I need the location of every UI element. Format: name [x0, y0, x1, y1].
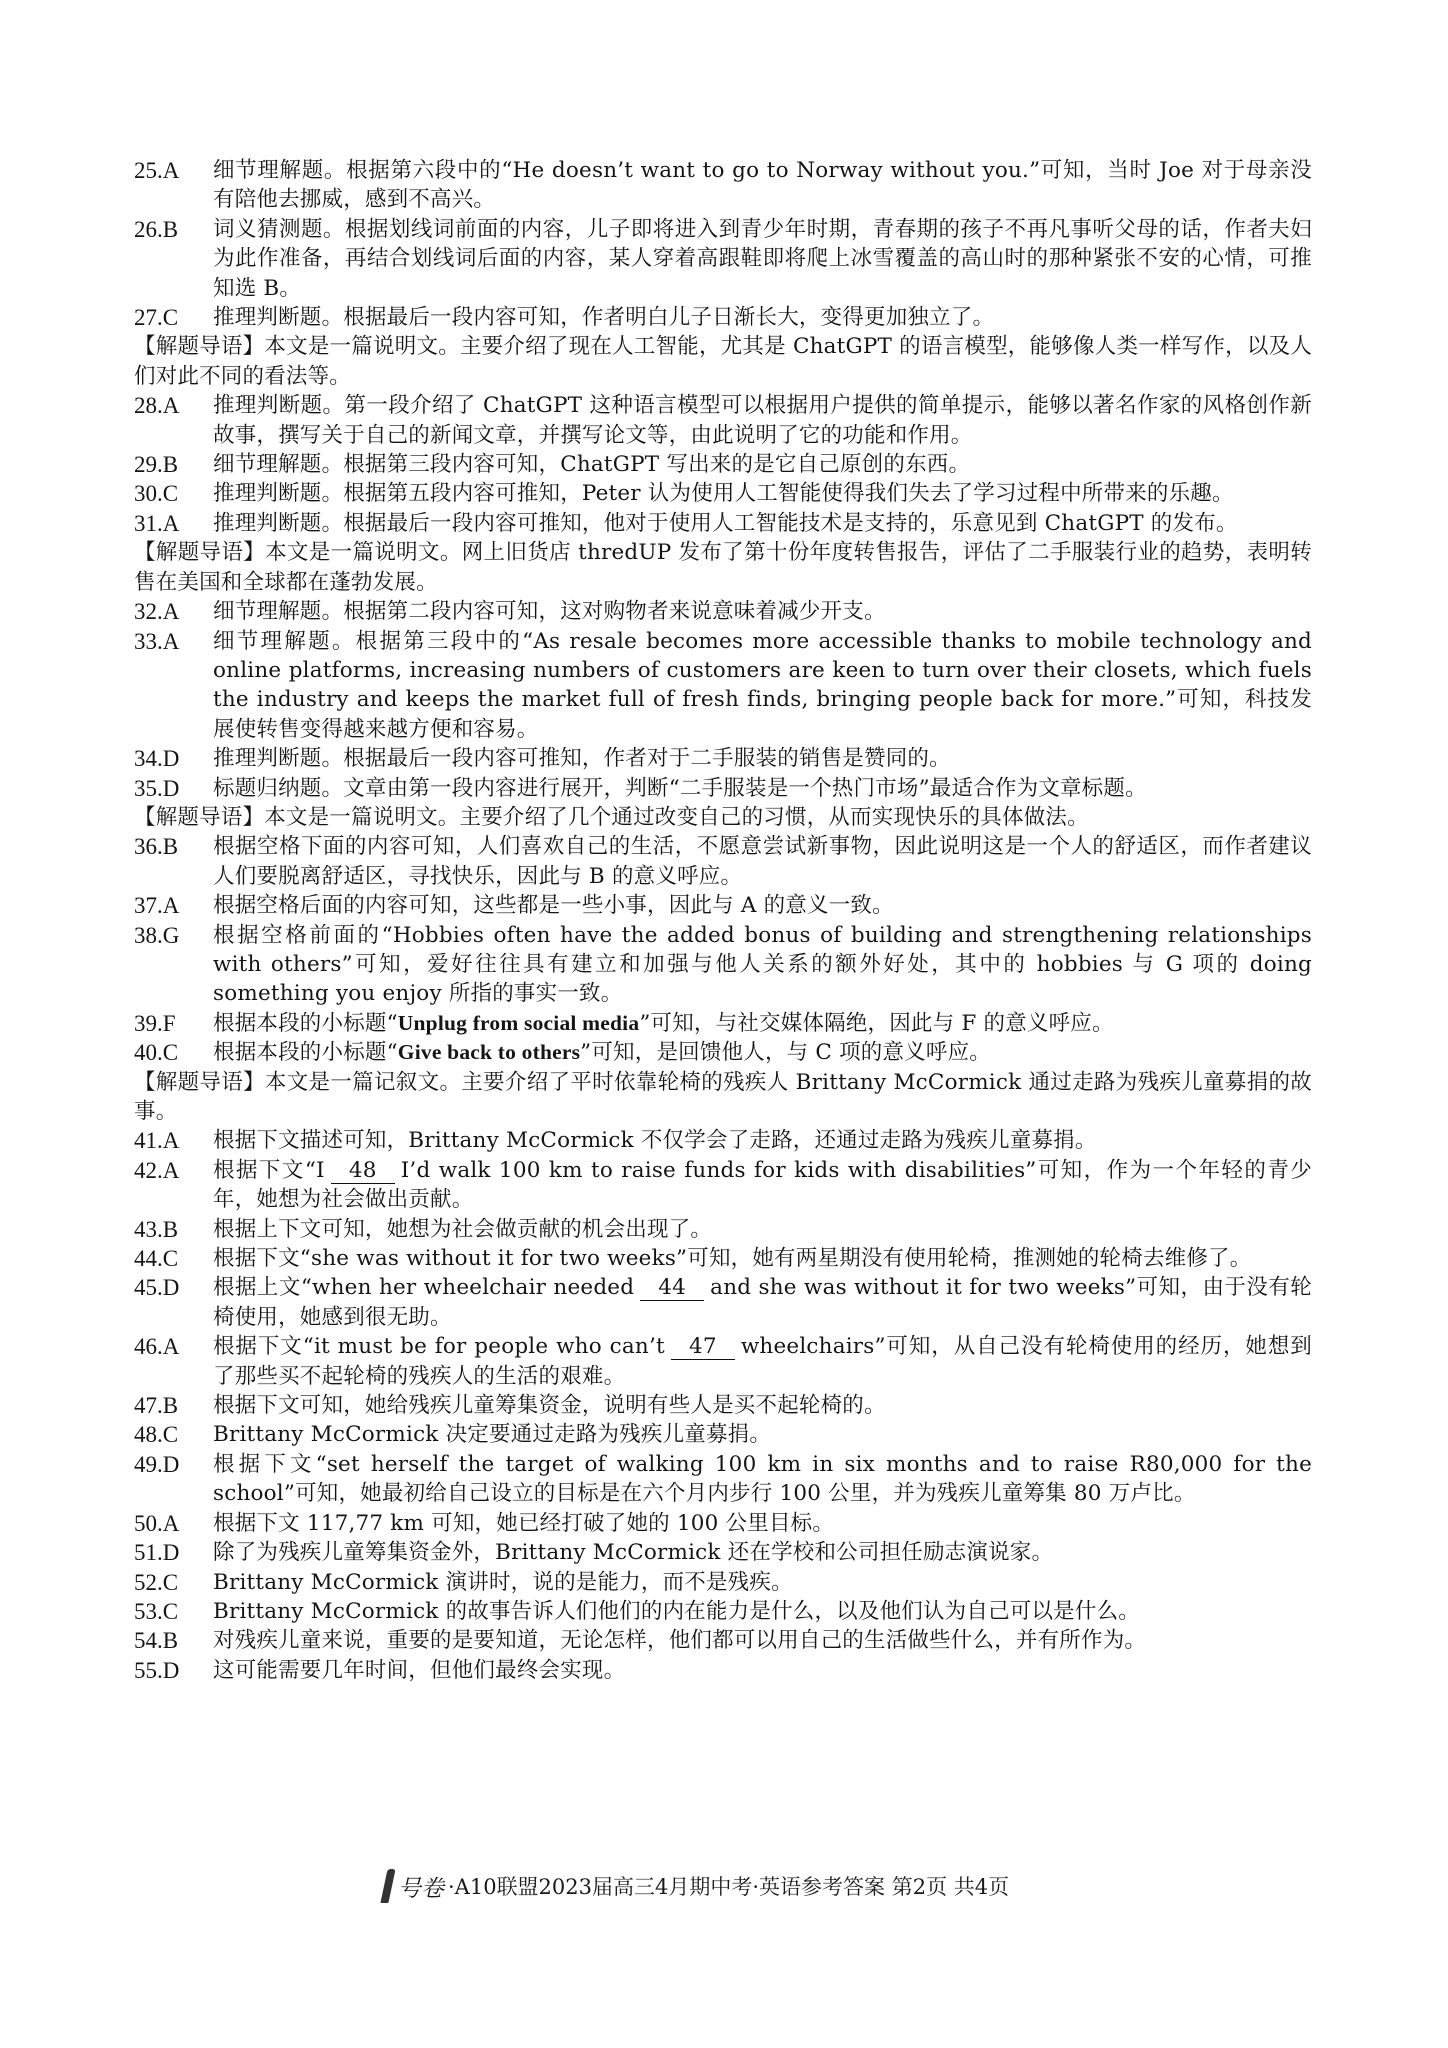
- answer-item: [134, 921, 1312, 1009]
- explanation-text: ”可知，是回馈他人，与 C 项的意义呼应。: [580, 1040, 991, 1066]
- answer-item: [134, 1420, 1312, 1449]
- answer-item: [134, 1273, 1312, 1332]
- answer-item: [134, 744, 1312, 773]
- answer-explanation: 细节理解题。根据第二段内容可知，这对购物者来说意味着减少开支。: [213, 599, 886, 625]
- answer-explanation: 根据下文 117,77 km 可知，她已经打破了她的 100 公里目标。: [213, 1510, 835, 1536]
- explanation-text: 根据本段的小标题“: [213, 1010, 398, 1036]
- explanation-text: ”可知，与社交媒体隔绝，因此与 F 的意义呼应。: [639, 1010, 1114, 1036]
- explanation-text: I’d walk 100 km to raise funds for kids with disabilities”可知，作为一个年轻的青少年，她想为社会做出贡献。: [213, 1157, 1312, 1213]
- answer-item: [134, 832, 1312, 891]
- answer-explanation: [213, 1156, 1312, 1215]
- answer-number: 40.C: [134, 1040, 179, 1066]
- answer-explanation: 对残疾儿童来说，重要的是要知道，无论怎样，他们都可以用自己的生活做些什么，并有所作为。: [213, 1628, 1147, 1654]
- subtitle-quote: Unplug from social media: [397, 1010, 640, 1035]
- answer-item: [134, 156, 1312, 215]
- answer-number: 43.B: [134, 1216, 179, 1242]
- answer-item: [134, 774, 1312, 803]
- answer-item: [134, 1215, 1312, 1244]
- answer-number: 32.A: [134, 599, 180, 625]
- explanation-text: 根据本段的小标题“: [213, 1040, 398, 1066]
- answer-number: 26.B: [134, 216, 179, 242]
- answer-item: [134, 1538, 1312, 1567]
- answer-number: 37.A: [134, 893, 180, 919]
- answer-number: 49.D: [134, 1451, 180, 1477]
- answer-number: 51.D: [134, 1540, 180, 1566]
- answer-number: 47.B: [134, 1393, 179, 1419]
- answer-item: [134, 597, 1312, 626]
- answer-item: [134, 1391, 1312, 1420]
- answer-explanation: [213, 1332, 1312, 1391]
- blank-number: 47: [671, 1335, 735, 1360]
- answer-number: 54.B: [134, 1628, 179, 1654]
- answer-item: [134, 215, 1312, 303]
- answer-explanation: Brittany McCormick 演讲时，说的是能力，而不是残疾。: [213, 1569, 793, 1595]
- answer-item: [134, 891, 1312, 920]
- answer-item: [134, 1244, 1312, 1273]
- answer-number: 45.D: [134, 1275, 180, 1301]
- answer-number: 48.C: [134, 1422, 179, 1448]
- footer-text: ·A10联盟2023届高三4月期中考·英语参考答案 第2页 共4页: [448, 1875, 1010, 1899]
- explanation-text: 根据上文“when her wheelchair needed: [213, 1275, 635, 1301]
- answer-number: 53.C: [134, 1598, 179, 1624]
- answer-number: 39.F: [134, 1010, 176, 1036]
- answer-number: 44.C: [134, 1246, 179, 1272]
- answer-number: 55.D: [134, 1657, 180, 1683]
- answer-number: 36.B: [134, 834, 179, 860]
- blank-number: 48: [331, 1159, 395, 1184]
- answer-key-body: [134, 156, 1312, 1685]
- answer-explanation: 细节理解题。根据第三段中的“As resale becomes more accessible thanks to mobile technology and online platforms, increasing numbers of customers are keen to turn over their closets, which fuels the industry and keeps the market full of fresh finds, bringing people back for more.”可知，科技发展使转售变得越来越方便和容易。: [213, 628, 1312, 742]
- answer-explanation: 细节理解题。根据第六段中的“He doesn’t want to go to Norway without you.”可知，当时 Joe 对于母亲没有陪他去挪威，感到不高兴。: [213, 158, 1312, 213]
- answer-number: 38.G: [134, 922, 180, 948]
- answer-explanation: 根据空格后面的内容可知，这些都是一些小事，因此与 A 的意义一致。: [213, 893, 894, 919]
- passage-guide: 【解题导语】本文是一篇说明文。网上旧货店 thredUP 发布了第十份年度转售报告，评估了二手服装行业的趋势，表明转售在美国和全球都在蓬勃发展。: [134, 540, 1312, 595]
- answer-explanation: 词义猜测题。根据划线词前面的内容，儿子即将进入到青少年时期，青春期的孩子不再凡事听父母的话，作者夫妇为此作准备，再结合划线词后面的内容，某人穿着高跟鞋即将爬上冰雪覆盖的高山时的那种紧张不安的心情，可推知选 B。: [213, 216, 1312, 301]
- answer-number: 42.A: [134, 1157, 180, 1183]
- answer-number: 41.A: [134, 1128, 180, 1154]
- blank-number: 44: [640, 1276, 704, 1301]
- brand-logo-icon: [380, 1869, 395, 1903]
- answer-number: 52.C: [134, 1569, 179, 1595]
- answer-number: 50.A: [134, 1510, 180, 1536]
- answer-explanation: 根据下文可知，她给残疾儿童筹集资金，说明有些人是买不起轮椅的。: [213, 1393, 886, 1419]
- answer-item: [134, 1626, 1312, 1655]
- answer-explanation: 推理判断题。第一段介绍了 ChatGPT 这种语言模型可以根据用户提供的简单提示，能够以著名作家的风格创作新故事，撰写关于自己的新闻文章，并撰写论文等，由此说明了它的功能和作用。: [213, 393, 1312, 448]
- answer-item: [134, 1038, 1312, 1067]
- passage-guide: 【解题导语】本文是一篇说明文。主要介绍了几个通过改变自己的习惯，从而实现快乐的具体做法。: [134, 804, 1089, 830]
- answer-explanation: Brittany McCormick 的故事告诉人们他们的内在能力是什么，以及他们认为自己可以是什么。: [213, 1598, 1140, 1624]
- answer-item: [134, 479, 1312, 508]
- answer-explanation: 推理判断题。根据最后一段内容可推知，他对于使用人工智能技术是支持的，乐意见到 ChatGPT 的发布。: [213, 510, 1238, 536]
- subtitle-quote: Give back to others: [397, 1040, 581, 1065]
- answer-number: 28.A: [134, 393, 180, 419]
- answer-explanation: [213, 1273, 1312, 1332]
- answer-explanation: [213, 1038, 1312, 1067]
- answer-number: 33.A: [134, 628, 180, 654]
- answer-number: 35.D: [134, 775, 180, 801]
- passage-guide: 【解题导语】本文是一篇说明文。主要介绍了现在人工智能，尤其是 ChatGPT 的语言模型，能够像人类一样写作，以及人们对此不同的看法等。: [134, 334, 1312, 389]
- answer-explanation: 根据上下文可知，她想为社会做贡献的机会出现了。: [213, 1216, 713, 1242]
- answer-explanation: 除了为残疾儿童筹集资金外，Brittany McCormick 还在学校和公司担任励志演说家。: [213, 1540, 1054, 1566]
- answer-number: 25.A: [134, 158, 180, 183]
- answer-explanation: Brittany McCormick 决定要通过走路为残疾儿童募捐。: [213, 1422, 772, 1448]
- answer-item: [134, 1597, 1312, 1626]
- answer-explanation: 推理判断题。根据最后一段内容可推知，作者对于二手服装的销售是赞同的。: [213, 746, 951, 772]
- answer-item: [134, 509, 1312, 538]
- answer-item: [134, 1332, 1312, 1391]
- answer-item: [134, 1126, 1312, 1155]
- answer-explanation: 根据空格前面的“Hobbies often have the added bonus of building and strengthening relationships with others”可知，爱好往往具有建立和加强与他人关系的额外好处，其中的 hobbies 与 G 项的 doing something you enjoy 所指的事实一致。: [213, 922, 1312, 1007]
- answer-explanation: 根据下文描述可知，Brittany McCormick 不仅学会了走路，还通过走路为残疾儿童募捐。: [213, 1128, 1097, 1154]
- answer-item: [134, 391, 1312, 450]
- explanation-text: 根据下文“it must be for people who can’t: [213, 1334, 665, 1360]
- answer-item: [134, 1156, 1312, 1215]
- answer-explanation: 这可能需要几年时间，但他们最终会实现。: [213, 1657, 626, 1683]
- answer-number: 29.B: [134, 452, 179, 478]
- answer-explanation: 推理判断题。根据第五段内容可推知，Peter 认为使用人工智能使得我们失去了学习过程中所带来的乐趣。: [213, 481, 1234, 507]
- answer-item: [134, 1656, 1312, 1685]
- footer-brand: 号卷: [398, 1875, 444, 1902]
- answer-number: 31.A: [134, 510, 180, 536]
- answer-explanation: 细节理解题。根据第三段内容可知，ChatGPT 写出来的是它自己原创的东西。: [213, 452, 971, 478]
- answer-item: [134, 1568, 1312, 1597]
- answer-number: 34.D: [134, 746, 180, 772]
- explanation-text: wheelchairs”可知，从自己没有轮椅使用的经历，她想到了那些买不起轮椅的残疾人的生活的艰难。: [213, 1334, 1312, 1389]
- answer-explanation: 推理判断题。根据最后一段内容可知，作者明白儿子日渐长大，变得更加独立了。: [213, 305, 995, 331]
- answer-explanation: 根据空格下面的内容可知，人们喜欢自己的生活，不愿意尝试新事物，因此说明这是一个人的舒适区，而作者建议人们要脱离舒适区，寻找快乐，因此与 B 的意义呼应。: [213, 834, 1312, 889]
- answer-number: 46.A: [134, 1334, 180, 1360]
- answer-item: [134, 627, 1312, 745]
- explanation-text: 根据下文“I: [213, 1157, 325, 1183]
- answer-item: [134, 450, 1312, 479]
- answer-item: [134, 303, 1312, 332]
- answer-explanation: [213, 1009, 1312, 1038]
- answer-item: [134, 1450, 1312, 1509]
- explanation-text: and she was without it for two weeks”可知，由于没有轮椅使用，她感到很无助。: [213, 1275, 1312, 1330]
- answer-explanation: 根据下文“she was without it for two weeks”可知，她有两星期没有使用轮椅，推测她的轮椅去维修了。: [213, 1246, 1252, 1272]
- answer-number: 27.C: [134, 305, 179, 331]
- answer-number: 30.C: [134, 481, 179, 507]
- passage-guide: 【解题导语】本文是一篇记叙文。主要介绍了平时依靠轮椅的残疾人 Brittany McCormick 通过走路为残疾儿童募捐的故事。: [134, 1069, 1312, 1124]
- answer-item: [134, 1509, 1312, 1538]
- page-footer: [384, 1866, 1104, 1906]
- answer-item: [134, 1009, 1312, 1038]
- answer-explanation: 根据下文“set herself the target of walking 100 km in six months and to raise R80,000 for the school”可知，她最初给自己设立的目标是在六个月内步行 100 公里，并为残疾儿童筹集 80 万卢比。: [213, 1451, 1312, 1507]
- answer-explanation: 标题归纳题。文章由第一段内容进行展开，判断“二手服装是一个热门市场”最适合作为文章标题。: [213, 775, 1147, 801]
